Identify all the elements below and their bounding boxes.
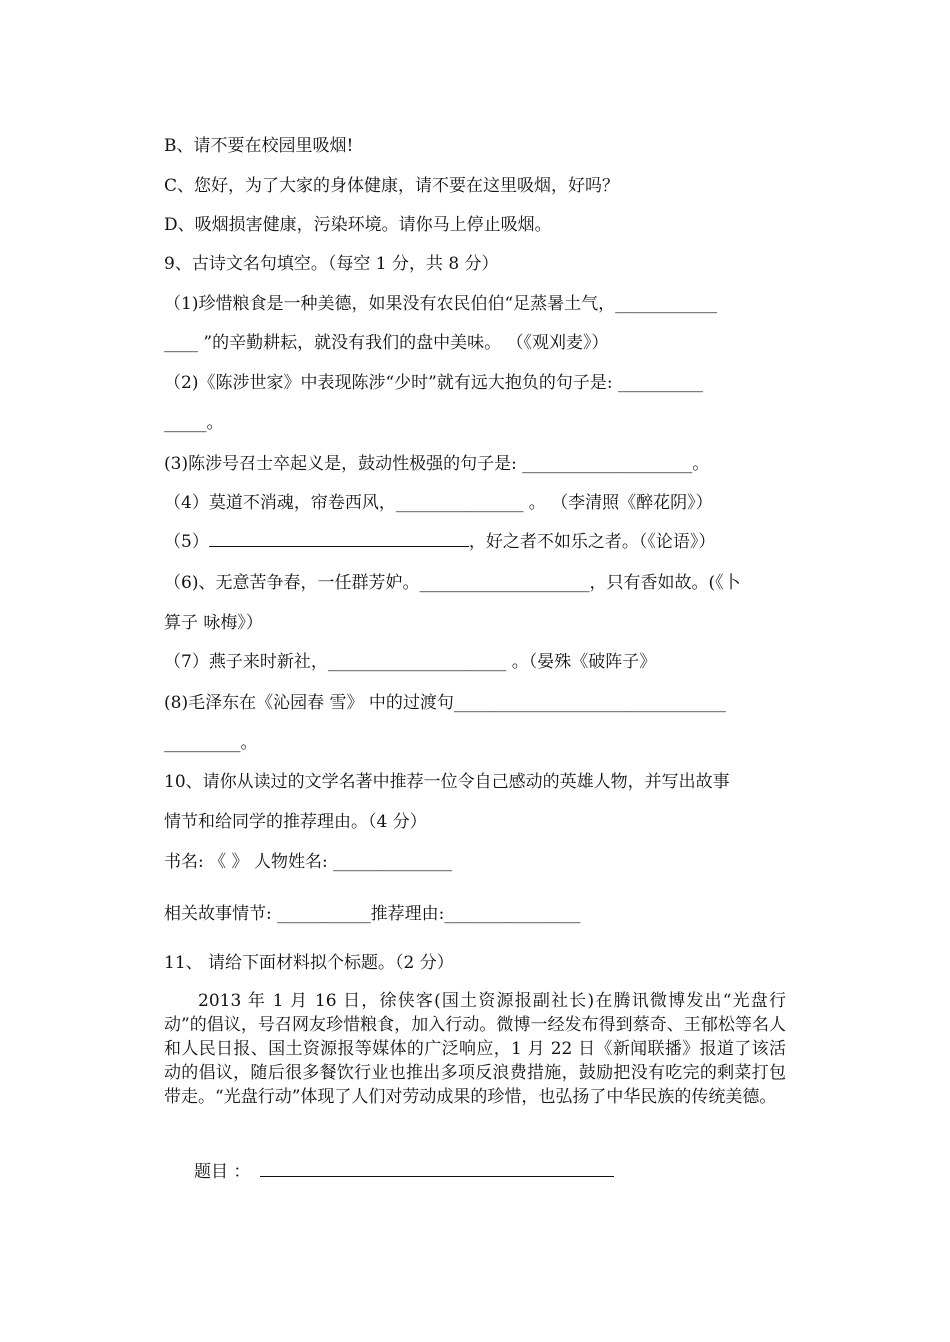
q10-story-field: 相关故事情节: ___________推荐理由:________________ bbox=[164, 904, 581, 924]
q9-item-5-label: （5） bbox=[164, 532, 209, 552]
title-answer-blank[interactable] bbox=[260, 1160, 614, 1177]
option-b: B、请不要在校园里吸烟! bbox=[164, 136, 354, 156]
q9-item-5 bbox=[164, 530, 715, 554]
title-answer-row bbox=[194, 1160, 614, 1184]
q9-item-2-line-1: （2)《陈涉世家》中表现陈涉“少时”就有远大抱负的句子是: __________ bbox=[164, 373, 703, 393]
q9-item-5-text: ，好之者不如乐之者。（《论语》） bbox=[468, 532, 716, 552]
title-label: 题目 ： bbox=[194, 1162, 251, 1182]
question-10-line-1: 10、请你从读过的文学名著中推荐一位令自己感动的英雄人物，并写出故事 bbox=[164, 772, 730, 792]
q9-item-6-line-1: （6)、无意苦争春，一任群芳妒。____________________，只有香如故。(《卜 bbox=[164, 573, 741, 593]
q9-item-7: （7）燕子来时新社，_____________________ 。（晏殊《破阵子》 bbox=[164, 652, 657, 672]
question-9-heading: 9、古诗文名句填空。（每空 1 分，共 8 分） bbox=[164, 254, 499, 274]
q9-item-6-line-2: 算子 咏梅》） bbox=[164, 613, 263, 633]
q9-item-3: (3)陈涉号召士卒起义是，鼓动性极强的句子是: ____________________。 bbox=[164, 454, 710, 474]
q9-item-5-answer-blank[interactable] bbox=[209, 530, 469, 547]
q9-item-8-line-2: _________。 bbox=[164, 733, 258, 753]
option-d: D、吸烟损害健康，污染环境。请你马上停止吸烟。 bbox=[164, 215, 552, 235]
q9-item-8-line-1: (8)毛泽东在《沁园春 雪》 中的过渡句________________________________ bbox=[164, 693, 726, 713]
q9-item-1-line-2: ____ ”的辛勤耕耘，就没有我们的盘中美味。 （《观刈麦》） bbox=[164, 333, 609, 353]
material-passage: 2013 年 1 月 16 日，徐侠客(国土资源报副社长)在腾讯微博发出“光盘行动”的倡议，号召网友珍惜粮食，加入行动。微博一经发布得到蔡奇、王郁松等名人和人民日报、国土资源报等媒体的广泛响应，1 月 22 日《新闻联播》报道了该活动的倡议，随后很多餐饮行业也推出多项反浪费措施，鼓励把没有吃完的剩菜打包带走。“光盘行动”体现了人们对劳动成果的珍惜，也弘扬了中华民族的传统美德。 bbox=[164, 991, 786, 1107]
option-c: C、您好，为了大家的身体健康，请不要在这里吸烟，好吗？ bbox=[164, 176, 620, 196]
q9-item-2-line-2: _____。 bbox=[164, 413, 224, 433]
question-11-heading: 11、 请给下面材料拟个标题。（2 分） bbox=[164, 953, 454, 973]
q9-item-4: （4）莫道不消魂，帘卷西风，_______________ 。 （李清照《醉花阴》） bbox=[164, 493, 713, 513]
q9-item-1-line-1: （1)珍惜粮食是一种美德，如果没有农民伯伯“足蒸暑土气，____________ bbox=[164, 294, 718, 314]
question-10-line-2: 情节和给同学的推荐理由。（4 分） bbox=[164, 812, 427, 832]
q10-book-name-field: 书名: 《 》 人物姓名: ______________ bbox=[164, 852, 453, 872]
